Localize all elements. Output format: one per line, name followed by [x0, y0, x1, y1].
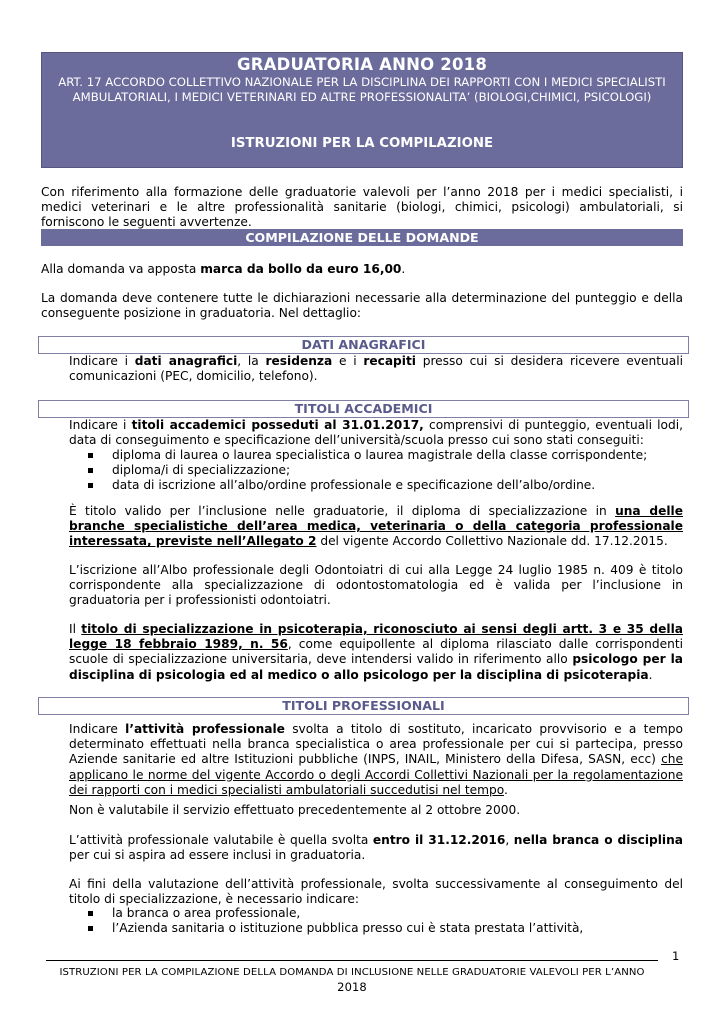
bullet-square-icon: [88, 911, 93, 916]
psicoterapia-paragraph: Il titolo di specializzazione in psicoterapia, riconosciuto ai sensi degli artt. 3 e 35 della legge 18 febbraio 1989, n. 56, come equipollente al diploma rilasciato dalle corrispondenti scuole di specializzazione universitaria, deve intendersi valido in riferimento allo psicologo per la disciplina di psicologia ed al medico o allo psicologo per la disciplina di psicoterapia.: [69, 622, 684, 682]
bollo-paragraph: Alla domanda va apposta marca da bollo da euro 16,00.: [41, 262, 406, 276]
contenuto-paragraph: La domanda deve contenere tutte le dichiarazioni necessarie alla determinazione del punteggio e della conseguente posizione in graduatoria. Nel dettaglio:: [41, 291, 683, 321]
bullet-square-icon: [88, 468, 93, 473]
bullet-square-icon: [88, 926, 93, 931]
document-header: [41, 52, 683, 168]
servizio-paragraph: Non è valutabile il servizio effettuato precedentemente al 2 ottobre 2000.: [69, 803, 521, 817]
instructions-heading: ISTRUZIONI PER LA COMPILAZIONE: [230, 136, 494, 151]
titoli-accademici-paragraph: Indicare i titoli accademici posseduti al 31.01.2017, comprensivi di punteggio, eventuali lodi, data di conseguimento e specificazione dell’università/scuola presso cui sono stati conseguiti:: [69, 418, 683, 448]
subtitle-line-1: ART. 17 ACCORDO COLLETTIVO NAZIONALE PER LA DISCIPLINA DEI RAPPORTI CON I MEDICI SPECIALISTI: [58, 75, 666, 89]
specializzazione-paragraph: È titolo valido per l’inclusione nelle graduatorie, il diploma di specializzazione in una delle branche specialistiche dell’area medica, veterinaria o della categoria professionale interessata, previste nell’Allegato 2 del vigente Accordo Collettivo Nazionale dd. 17.12.2015.: [69, 504, 683, 549]
bullet-square-icon: [88, 453, 93, 458]
subtitle-line-2: AMBULATORIALI, I MEDICI VETERINARI ED ALTRE PROFESSIONALITA’ (BIOLOGI,CHIMICI, PSICOLOGI): [72, 90, 652, 104]
valutazione-paragraph: Ai fini della valutazione dell’attività professionale, svolta successivamente al conseguimento del titolo di specializzazione, è necessario indicare:: [69, 877, 683, 907]
document-subtitle: [42, 75, 682, 105]
odontoiatri-paragraph: L’iscrizione all’Albo professionale degli Odontoiatri di cui alla Legge 24 luglio 1985 n. 409 è titolo corrispondente alla specializzazione di odontostomatologia ed è valida per l’inclusione in graduatoria per i professionisti odontoiatri.: [69, 563, 683, 608]
section-header-dati-anagrafici: DATI ANAGRAFICI: [38, 336, 689, 354]
footer-divider: [46, 960, 658, 961]
document-title: GRADUATORIA ANNO 2018: [236, 55, 488, 74]
section-header-titoli-professionali: TITOLI PROFESSIONALI: [38, 697, 689, 715]
footer-text: ISTRUZIONI PER LA COMPILAZIONE DELLA DOMANDA DI INCLUSIONE NELLE GRADUATORIE VALEVOLI PER L’ANNO 2018: [59, 967, 645, 995]
section-header-titoli-accademici: TITOLI ACCADEMICI: [38, 400, 689, 418]
bullet-square-icon: [88, 483, 93, 488]
dati-anagrafici-paragraph: Indicare i dati anagrafici, la residenza e i recapiti presso cui si desidera ricevere eventuali comunicazioni (PEC, domicilio, telefono).: [69, 354, 683, 384]
section-bar-compilazione: COMPILAZIONE DELLE DOMANDE: [41, 229, 683, 246]
attivita-professionale-paragraph: Indicare l’attività professionale svolta a titolo di sostituto, incaricato provvisorio e a tempo determinato effettuati nella branca specialistica o area professionale per cui si partecipa, presso Aziende sanitarie ed altre Istituzioni pubbliche (INPS, INAIL, Ministero della Difesa, SASN, ecc) che applicano le norme del vigente Accordo o degli Accordi Collettivi Nazionali per la regolamentazione dei rapporti con i medici specialisti ambulatoriali succedutisi nel tempo.: [69, 722, 684, 797]
entro-paragraph: L’attività professionale valutabile è quella svolta entro il 31.12.2016, nella branca o disciplina per cui si aspira ad essere inclusi in graduatoria.: [69, 833, 684, 863]
page-number: 1: [672, 949, 680, 963]
intro-paragraph: Con riferimento alla formazione delle graduatorie valevoli per l’anno 2018 per i medici specialisti, i medici veterinari e le altre professionalità sanitarie (biologi, chimici, psicologi) ambulatoriali, si forniscono le seguenti avvertenze.: [41, 185, 683, 230]
